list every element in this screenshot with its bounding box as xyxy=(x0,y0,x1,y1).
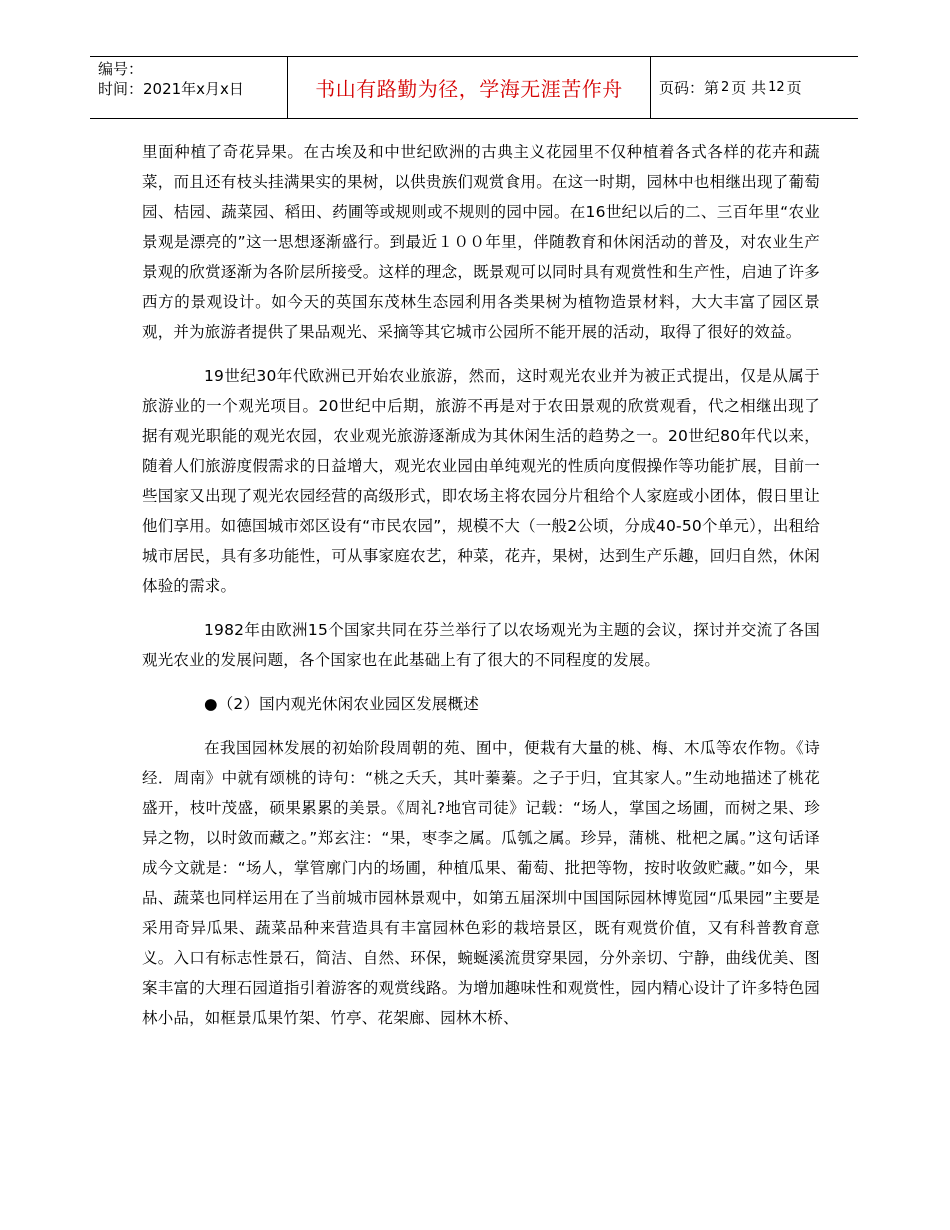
page-suffix: 页 xyxy=(786,79,802,97)
header-meta xyxy=(98,59,286,99)
paragraph: 19世纪30年代欧洲已开始农业旅游，然而，这时观光农业并为被正式提出，仅是从属于旅游业的一个观光项目。20世纪中后期，旅游不再是对于农田景观的欣赏观看，代之相继出现了据有观光职能的观光农园，农业观光旅游逐渐成为其休闲生活的趋势之一。20世纪80年代以来，随着人们旅游度假需求的日益增大，观光农业园由单纯观光的性质向度假操作等功能扩展，目前一些国家又出现了观光农园经营的高级形式，即农场主将农园分片租给个人家庭或小团体，假日里让他们享用。如德国城市郊区设有“市民农园”，规模不大（一般2公顷，分成40-50个单元），出租给城市居民，具有多功能性，可从事家庭农艺，种菜，花卉，果树，达到生产乐趣，回归自然，休闲体验的需求。 xyxy=(142,367,820,595)
page-header xyxy=(90,56,858,119)
paragraph: 1982年由欧洲15个国家共同在芬兰举行了以农场观光为主题的会议，探讨并交流了各国观光农业的发展问题，各个国家也在此基础上有了很大的不同程度的发展。 xyxy=(142,621,820,669)
paragraph: 在我国园林发展的初始阶段周朝的苑、囿中，便栽有大量的桃、梅、木瓜等农作物。《诗经．周南》中就有颂桃的诗句：“桃之夭夭，其叶蓁蓁。之子于归，宜其家人。”生动地描述了桃花盛开，枝叶茂盛，硕果累累的美景。《周礼?地官司徒》记载：“场人，掌国之场圃，而树之果、珍异之物，以时敛而藏之。”郑玄注：“果，枣李之属。瓜瓠之属。珍异，蒲桃、枇杷之属。”这句话译成今文就是：“场人，掌管廓门内的场圃，种植瓜果、葡萄、批把等物，按时收敛贮藏。”如今，果品、蔬菜也同样运用在了当前城市园林景观中，如第五届深圳中国国际园林博览园“瓜果园”主要是采用奇异瓜果、蔬菜品种来营造具有丰富园林色彩的栽培景区，既有观赏价值，又有科普教育意义。入口有标志性景石，简洁、自然、环保，蜿蜒溪流贯穿果园，分外亲切、宁静，曲线优美、图案丰富的大理石园道指引着游客的观赏线路。为增加趣味性和观赏性，园内精心设计了许多特色园林小品，如框景瓜果竹架、竹亭、花架廊、园林木桥、 xyxy=(142,739,820,1027)
page-prefix: 页码：第 xyxy=(659,79,720,97)
header-motto: 书山有路勤为径，学海无涯苦作舟 xyxy=(315,77,623,101)
page-middle: 页 共 xyxy=(731,79,767,97)
document-body xyxy=(142,137,820,1047)
page-current: 2 xyxy=(721,80,730,95)
section-heading: ●（2）国内观光休闲农业园区发展概述 xyxy=(204,695,479,713)
document-number-label: 编号： xyxy=(98,60,144,78)
page-indicator xyxy=(651,57,858,118)
paragraph: 里面种植了奇花异果。在古埃及和中世纪欧洲的古典主义花园里不仅种植着各式各样的花卉和蔬菜，而且还有枝头挂满果实的果树，以供贵族们观赏食用。在这一时期，园林中也相继出现了葡萄园、桔园、蔬菜园、稻田、药圃等或规则或不规则的园中园。在16世纪以后的二、三百年里“农业景观是漂亮的”这一思想逐渐盛行。到最近１００年里，伴随教育和休闲活动的普及，对农业生产景观的欣赏逐渐为各阶层所接受。这样的理念，既景观可以同时具有观赏性和生产性，启迪了许多西方的景观设计。如今天的英国东茂林生态园利用各类果树为植物造景材料，大大丰富了园区景观，并为旅游者提供了果品观光、采摘等其它城市公园所不能开展的活动，取得了很好的效益。 xyxy=(142,143,820,341)
page-total: 12 xyxy=(768,80,785,95)
document-time: 时间：2021年x月x日 xyxy=(98,80,244,98)
